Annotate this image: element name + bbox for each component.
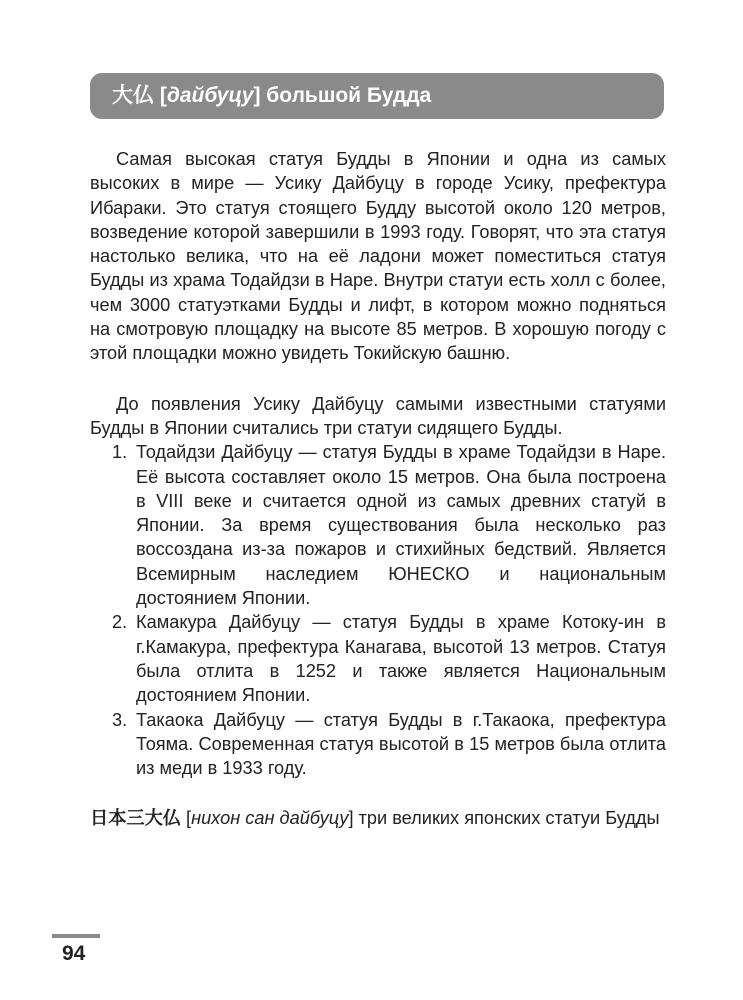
- list-item: [90, 440, 666, 610]
- section-header: [90, 73, 664, 119]
- header-bracket-open: [: [159, 84, 167, 107]
- main-content: [90, 147, 666, 831]
- term-reading: нихон сан дайбуцу: [191, 808, 349, 829]
- list-item: [90, 708, 666, 781]
- list-item-text: Камакура Дайбуцу — статуя Будды в храме Котоку-ин в г.Камакура, префектура Канагава, высотой 13 метров. Статуя была отлита в 1252 и также является Национальным достоянием Японии.: [136, 612, 666, 706]
- header-kanji: 大仏: [112, 84, 154, 107]
- page-number: 94: [62, 942, 86, 965]
- list-item-number: 1.: [112, 442, 128, 463]
- header-title: большой Будда: [266, 84, 432, 107]
- list-item-text: Тодайдзи Дайбуцу — статуя Будды в храме Тодайдзи в Наре. Её высота составляет около 15 метров. Она была построена в VIII веке и считается одной из самых древних статуй в Японии. За время существования была несколько раз воссоздана из-за пожаров и стихийных бедствий. Является Всемирным наследием ЮНЕСКО и национальным достоянием Японии.: [136, 442, 666, 609]
- term-meaning: три великих японских статуи Будды: [358, 808, 660, 829]
- paragraph-intro-three: До появления Усику Дайбуцу самыми известными статуями Будды в Японии считались три статуи сидящего Будды.: [90, 393, 666, 438]
- term-kanji: 日本三大仏: [90, 808, 181, 829]
- header-bracket-close: ]: [253, 84, 267, 107]
- list-item-number: 3.: [112, 709, 128, 730]
- list-item: [90, 610, 666, 707]
- page-number-rule: [52, 934, 100, 938]
- list-item-number: 2.: [112, 612, 128, 633]
- statue-list: [90, 440, 666, 780]
- paragraph-ushiku: Самая высокая статуя Будды в Японии и одна из самых высоких в мире — Усику Дайбуцу в городе Усику, префектура Ибараки. Это статуя стоящего Будду высотой около 120 метров, возведение которой завершили в 1993 году. Говорят, что эта статуя настолько велика, что на её ладони может поместиться статуя Будды из храма Тодайдзи в Наре. Внутри статуи есть холл с более, чем 3000 статуэтками Будды и лифт, в котором можно подняться на смотровую площадку на высоте 85 метров. В хорошую погоду с этой площадки можно увидеть Токийскую башню.: [90, 149, 666, 364]
- term-definition: 日本三大仏 [нихон сан дайбуцу] три великих японских статуи Будды: [90, 808, 660, 829]
- list-item-text: Такаока Дайбуцу — статуя Будды в г.Такаока, префектура Тояма. Современная статуя высотой в 15 метров была отлита из меди в 1933 году.: [136, 709, 666, 779]
- header-reading: дайбуцу: [166, 84, 254, 107]
